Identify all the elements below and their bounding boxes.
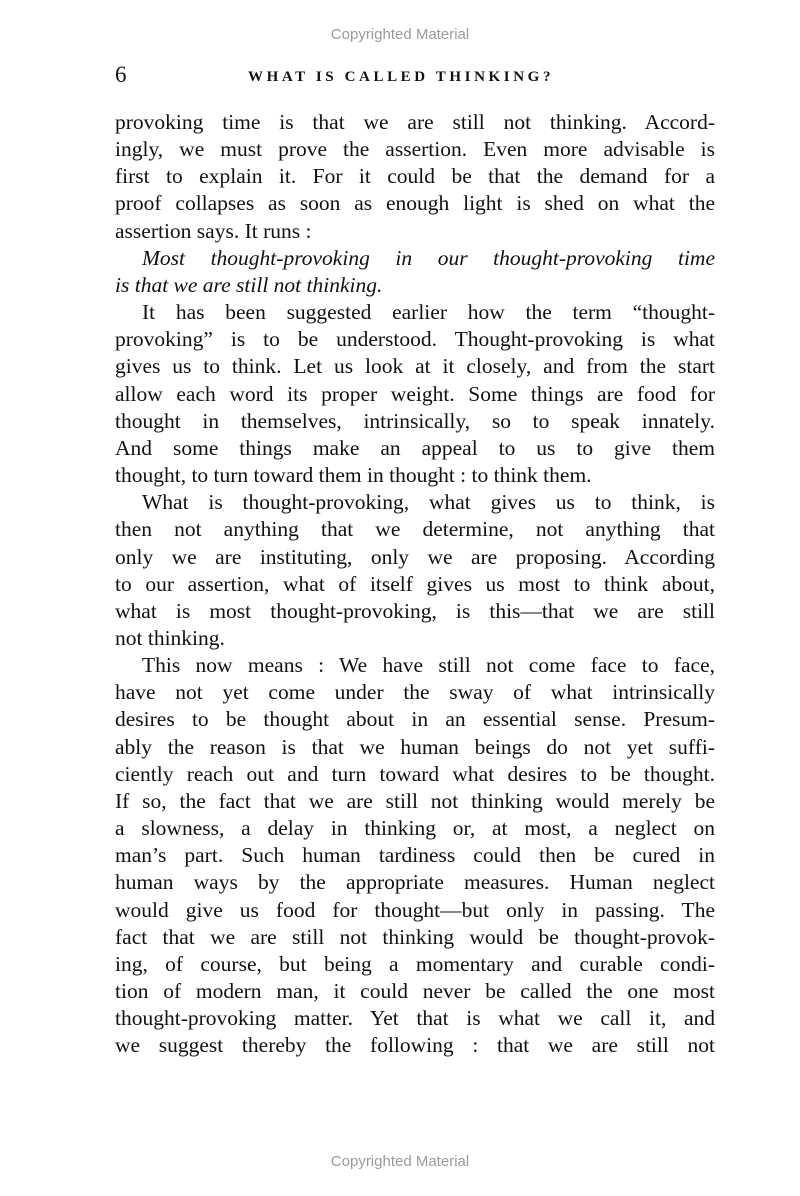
text-line: assertion says. It runs :: [115, 218, 312, 243]
text-line: fact that we are still not thinking would be thought-provok-: [115, 924, 715, 949]
text-line: provoking” is to be understood. Thought-provoking is what: [115, 327, 715, 352]
text-line: And some things make an appeal to us to give them: [115, 435, 715, 460]
text-line: thought-provoking matter. Yet that is what we call it, and: [115, 1006, 715, 1031]
page-header: [115, 62, 715, 92]
text-line: thought in themselves, intrinsically, so to speak innately.: [115, 408, 715, 433]
body-text: [115, 109, 715, 1059]
text-line: have not yet come under the sway of what intrinsically: [115, 680, 715, 705]
text-line: If so, the fact that we are still not thinking would merely be: [115, 788, 715, 813]
copyright-watermark-top: Copyrighted Material: [330, 26, 470, 43]
page-number: 6: [115, 62, 127, 87]
text-line: first to explain it. For it could be that the demand for a: [115, 164, 715, 189]
text-line: to our assertion, what of itself gives us most to think about,: [115, 571, 715, 596]
text-line: What is thought-provoking, what gives us to think, is: [142, 490, 715, 515]
text-line: what is most thought-provoking, is this—that we are still: [115, 598, 715, 623]
text-line: ing, of course, but being a momentary and curable condi-: [115, 951, 715, 976]
text-line: ciently reach out and turn toward what desires to be thought.: [115, 761, 715, 786]
text-line: then not anything that we determine, not anything that: [115, 517, 715, 542]
text-line: thought, to turn toward them in thought : to think them.: [115, 463, 592, 488]
text-line: tion of modern man, it could never be called the one most: [115, 979, 715, 1003]
text-line: gives us to think. Let us look at it closely, and from the start: [115, 354, 715, 379]
text-line: This now means : We have still not come face to face,: [142, 653, 715, 678]
text-line: provoking time is that we are still not thinking. Accord-: [115, 110, 715, 134]
text-line: desires to be thought about in an essential sense. Presum-: [115, 707, 715, 732]
text-line: It has been suggested earlier how the term “thought-: [142, 300, 715, 325]
text-line: allow each word its proper weight. Some things are food for: [115, 381, 715, 406]
text-line: a slowness, a delay in thinking or, at most, a neglect on: [115, 816, 715, 841]
running-head-title: WHAT IS CALLED THINKING?: [248, 69, 555, 85]
text-line: proof collapses as soon as enough light is shed on what the: [115, 191, 715, 216]
text-line: ingly, we must prove the assertion. Even more advisable is: [115, 137, 715, 162]
text-line: we suggest thereby the following : that we are still not: [115, 1033, 715, 1058]
text-line: would give us food for thought—but only in passing. The: [115, 897, 715, 922]
copyright-watermark-bottom: Copyrighted Material: [330, 1153, 470, 1170]
text-line: not thinking.: [115, 625, 225, 650]
text-line: human ways by the appropriate measures. Human neglect: [115, 870, 715, 895]
text-line: ably the reason is that we human beings do not yet suffi-: [115, 734, 715, 759]
text-line: man’s part. Such human tardiness could then be cured in: [115, 843, 715, 868]
quoted-assertion-line: Most thought-provoking in our thought-provoking time: [142, 245, 715, 270]
quoted-assertion-line: is that we are still not thinking.: [115, 272, 383, 297]
text-line: only we are instituting, only we are proposing. According: [115, 544, 715, 569]
